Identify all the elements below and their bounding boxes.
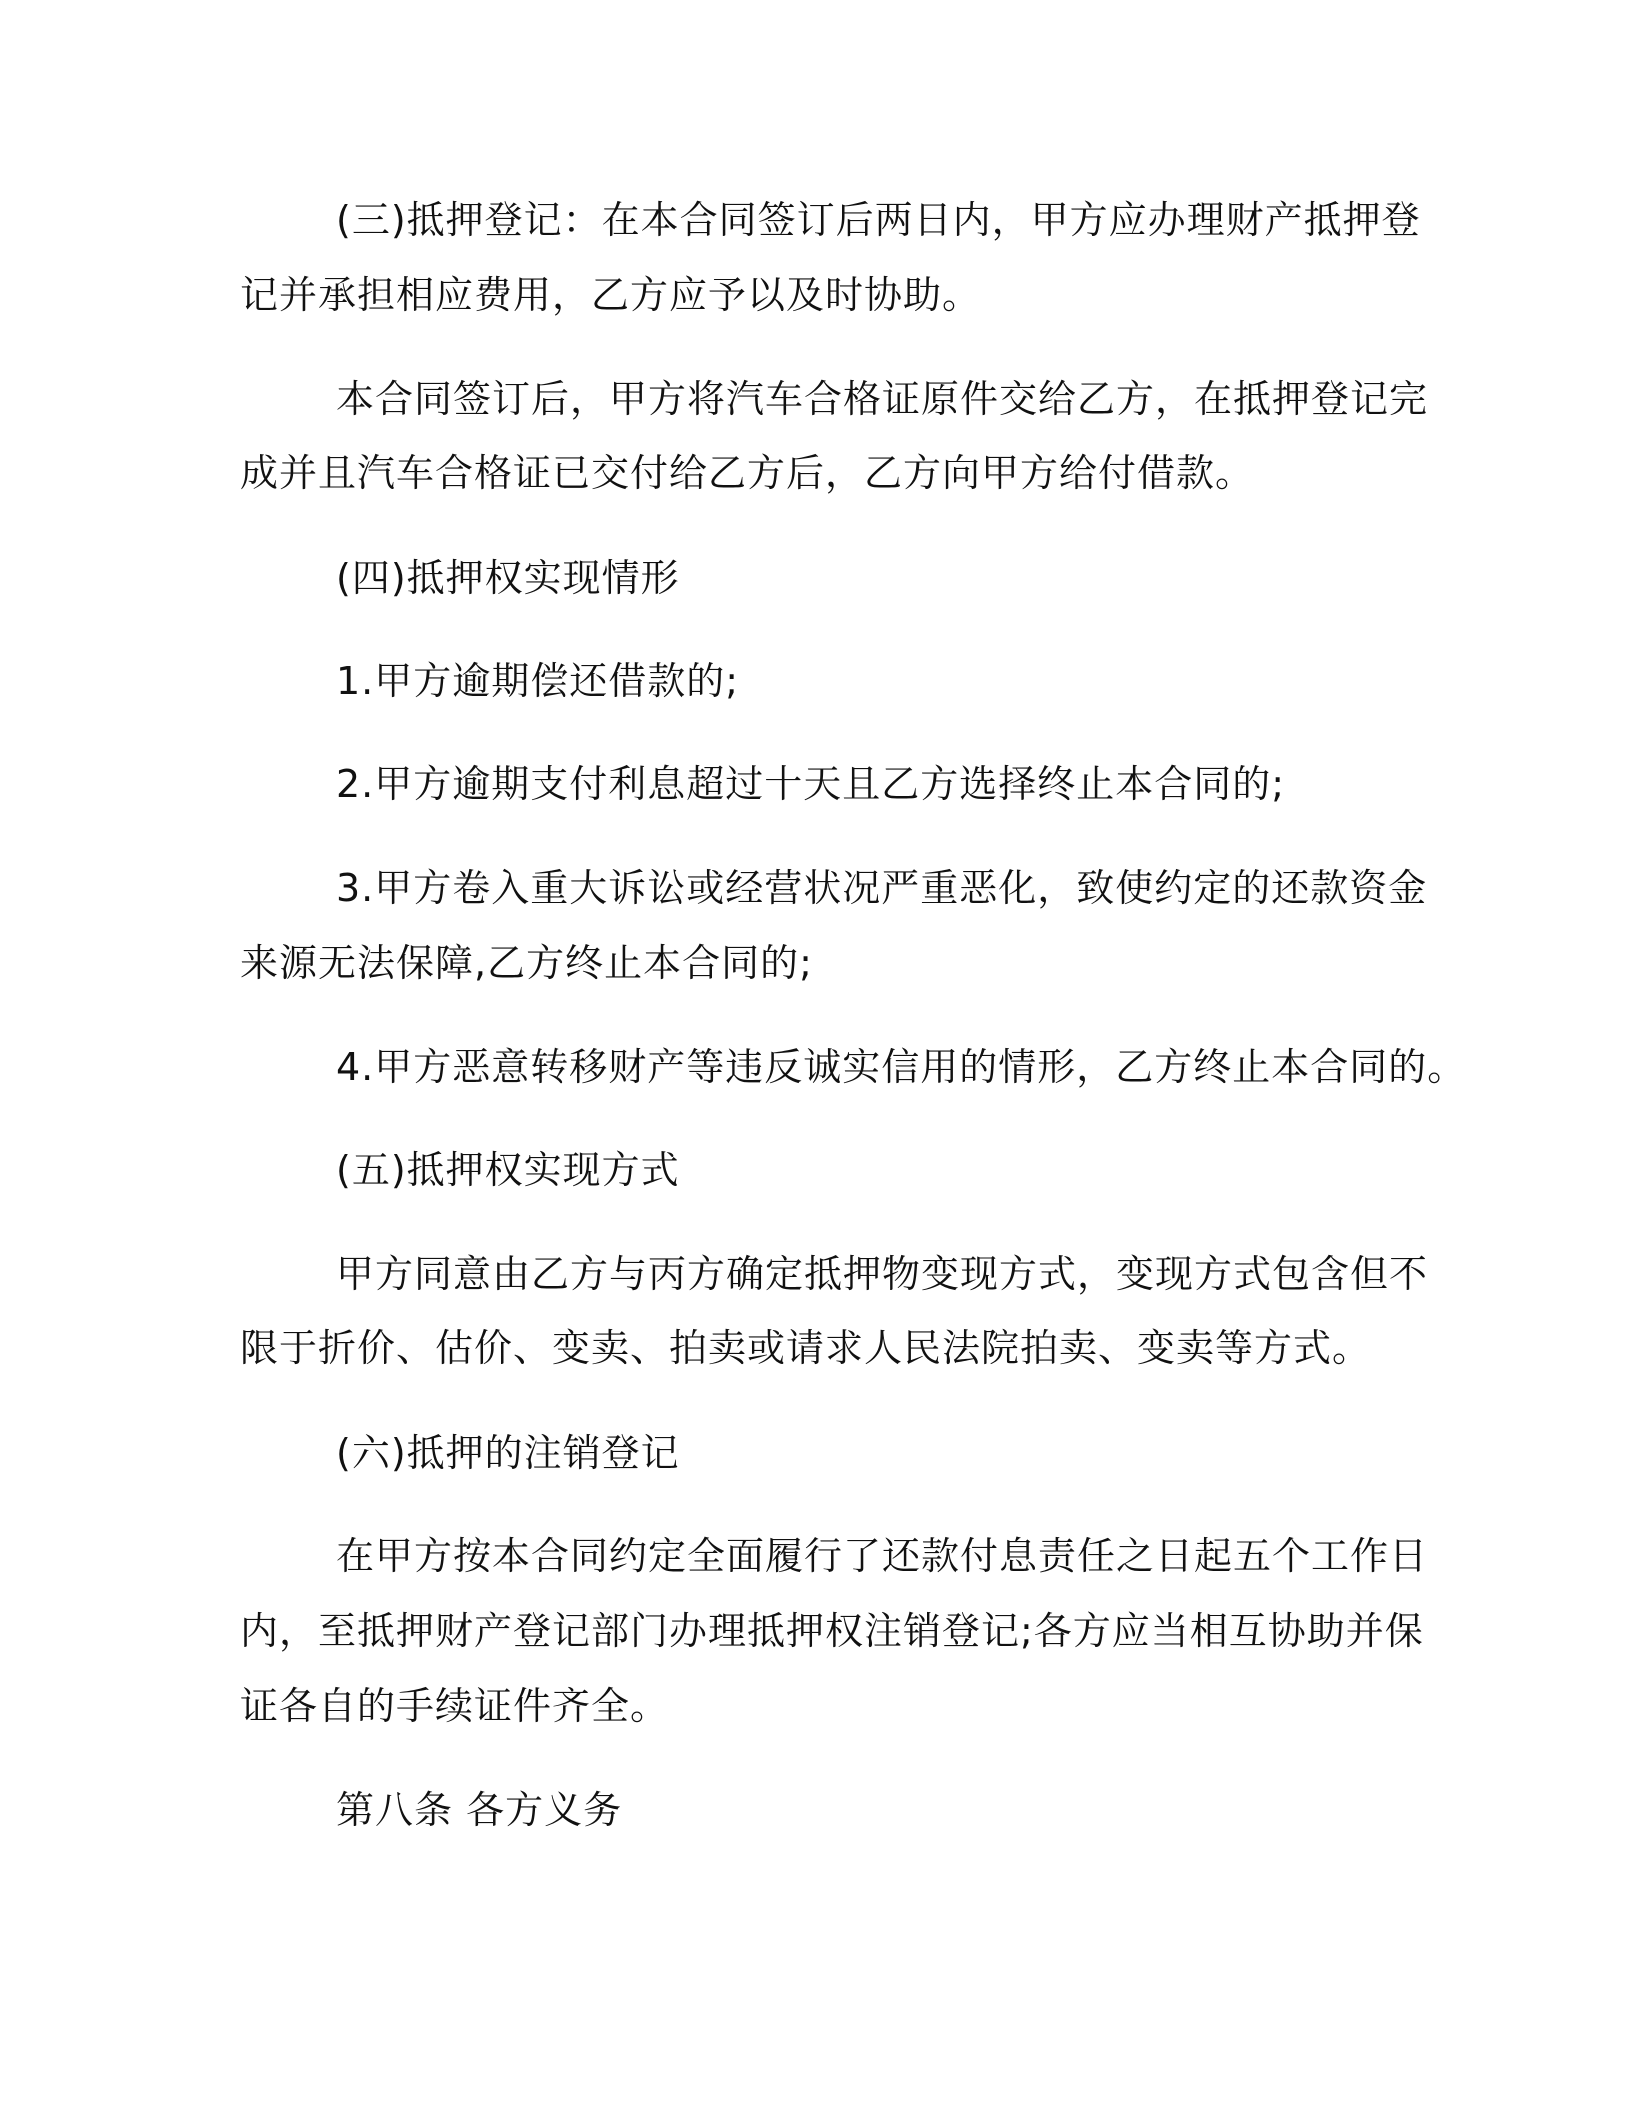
paragraph-line: 在甲方按本合同约定全面履行了还款付息责任之日起五个工作日 [336,1534,1429,1578]
paragraph-line: 内，至抵押财产登记部门办理抵押权注销登记;各方应当相互协助并保 [240,1609,1424,1653]
section-heading: (五)抵押权实现方式 [336,1148,680,1192]
list-item: 2.甲方逾期支付利息超过十天且乙方选择终止本合同的; [336,762,1286,806]
section-heading: (四)抵押权实现情形 [336,556,680,600]
paragraph-line: 甲方同意由乙方与丙方确定抵押物变现方式，变现方式包含但不 [336,1252,1429,1296]
list-item: 4.甲方恶意转移财产等违反诚实信用的情形，乙方终止本合同的。 [336,1045,1467,1089]
paragraph-line: 本合同签订后，甲方将汽车合格证原件交给乙方，在抵押登记完 [336,377,1429,421]
paragraph-line: 限于折价、估价、变卖、拍卖或请求人民法院拍卖、变卖等方式。 [240,1326,1372,1370]
paragraph-line: (三)抵押登记：在本合同签订后两日内，甲方应办理财产抵押登 [336,198,1421,242]
paragraph-line: 成并且汽车合格证已交付给乙方后，乙方向甲方给付借款。 [240,451,1255,495]
list-item: 3.甲方卷入重大诉讼或经营状况严重恶化，致使约定的还款资金 [336,866,1428,910]
paragraph-line: 记并承担相应费用，乙方应予以及时协助。 [240,273,982,317]
article-heading: 第八条 各方义务 [336,1788,623,1832]
section-heading: (六)抵押的注销登记 [336,1431,680,1475]
paragraph-line: 证各自的手续证件齐全。 [240,1684,670,1728]
list-item-continuation: 来源无法保障,乙方终止本合同的; [240,941,813,985]
list-item: 1.甲方逾期偿还借款的; [336,659,740,703]
